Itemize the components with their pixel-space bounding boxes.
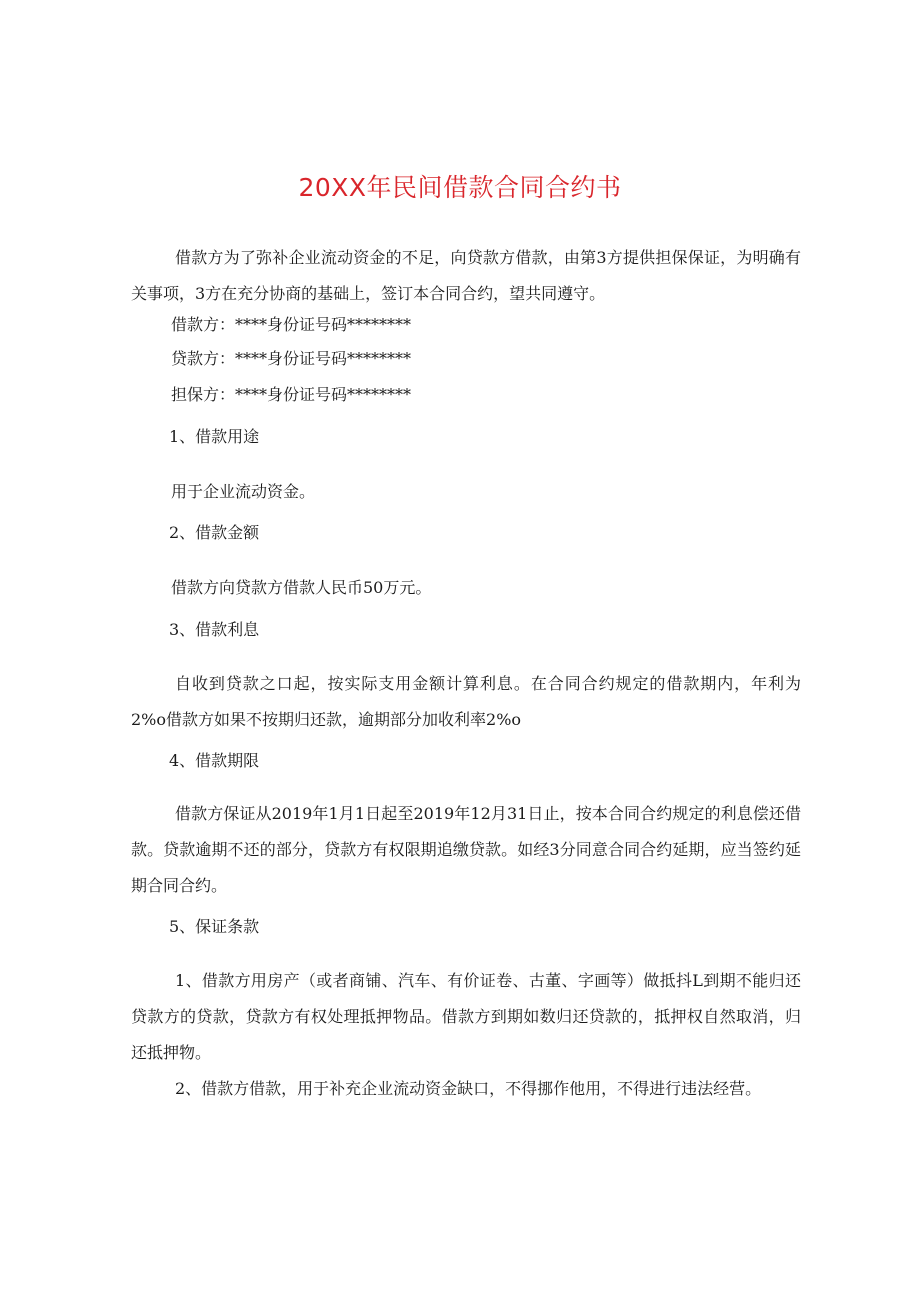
section-body: 借款方向贷款方借款人民币50万元。 xyxy=(171,578,432,597)
section-heading: 5、保证条款 xyxy=(169,917,260,936)
intro-paragraph: 借款方为了弥补企业流动资金的不足，向贷款方借款，由第3方提供担保保证，为明确有关事项，3方在充分协商的基础上，签订本合同合约，望共同遵守。 xyxy=(131,248,801,303)
section-heading: 3、借款利息 xyxy=(169,620,260,639)
section-body: 自收到贷款之口起，按实际支用金额计算利息。在合同合约规定的借款期内，年利为2%o借款方如果不按期归还款，逾期部分加收利率2%o xyxy=(131,674,801,729)
section-heading: 1、借款用途 xyxy=(169,427,260,446)
section-heading: 4、借款期限 xyxy=(169,751,260,770)
section-body: 借款方保证从2019年1月1日起至2019年12月31日止，按本合同合约规定的利息偿还借款。贷款逾期不还的部分，贷款方有权限期追缴贷款。如经3分同意合同合约延期，应当签约延期合同合约。 xyxy=(131,804,801,895)
lender-line: 贷款方：****身份证号码******** xyxy=(171,349,412,368)
clause-item: 2、借款方借款，用于补充企业流动资金缺口，不得挪作他用，不得进行违法经营。 xyxy=(175,1079,762,1098)
document-title: 20XX年民间借款合同合约书 xyxy=(298,173,622,202)
guarantor-line: 担保方：****身份证号码******** xyxy=(171,385,412,404)
borrower-line: 借款方：****身份证号码******** xyxy=(171,315,412,334)
section-heading: 2、借款金额 xyxy=(169,523,260,542)
section-body: 用于企业流动资金。 xyxy=(171,482,316,501)
clause-item: 1、借款方用房产（或者商铺、汽车、有价证卷、古董、字画等）做抵抖L到期不能归还贷款方的贷款，贷款方有权处理抵押物品。借款方到期如数归还贷款的，抵押权自然取消，归还抵押物。 xyxy=(131,971,801,1062)
